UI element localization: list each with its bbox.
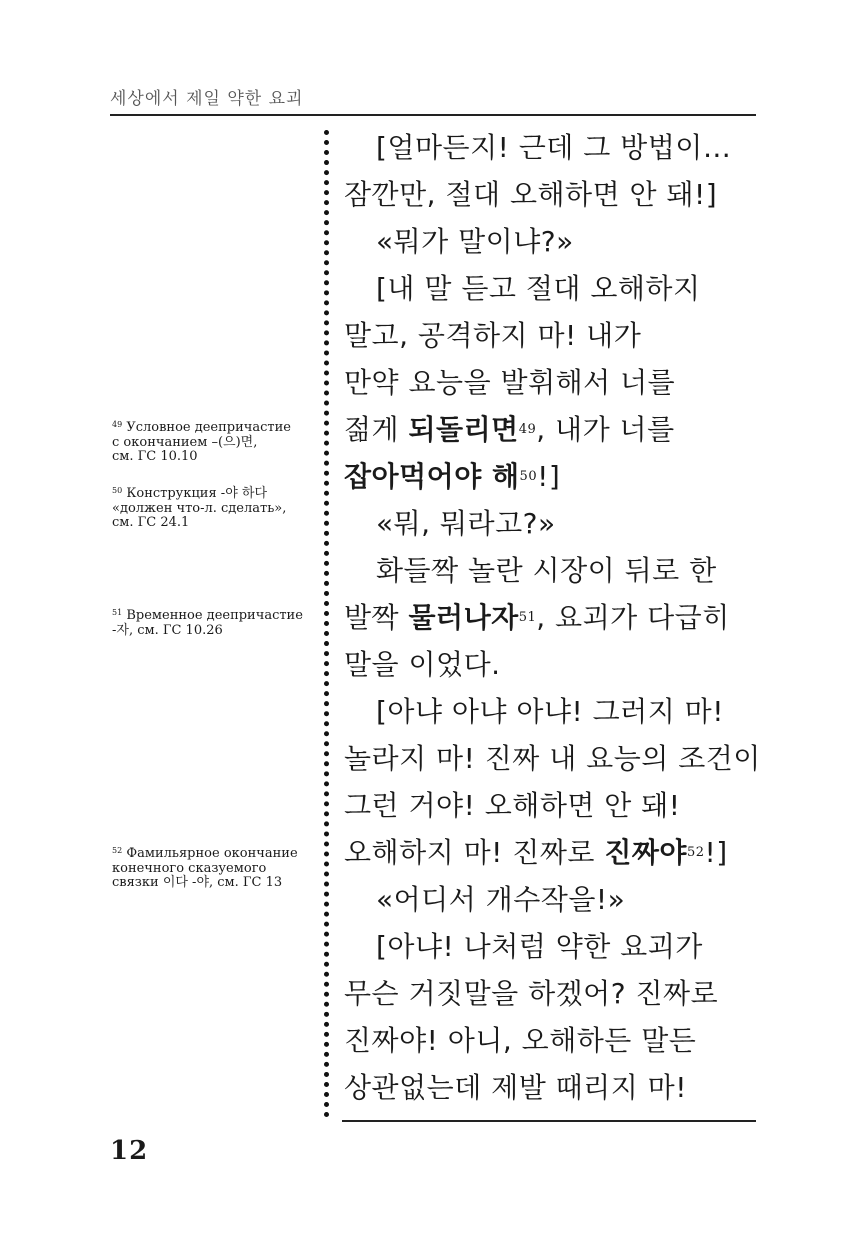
text-line [344, 500, 756, 547]
text-line [344, 735, 761, 782]
footnote-text: связки 이다 -야, см. ГС 13 [112, 875, 283, 890]
text-line [344, 171, 756, 218]
text-run: 발짝 [344, 601, 409, 634]
text-line [344, 359, 756, 406]
footnote-text: -자, см. ГС 10.26 [112, 622, 223, 638]
text-run: [얼마든지! 근데 그 방법이… [376, 131, 732, 164]
footnote-52 [112, 844, 312, 891]
text-line [344, 829, 756, 876]
footnote-line [112, 862, 312, 877]
footnote-line [112, 844, 312, 862]
text-line [344, 970, 756, 1017]
text-run: 상관없는데 제발 때리지 마! [344, 1071, 687, 1104]
footnote-49 [112, 418, 312, 465]
footnote-text: конечного сказуемого [112, 860, 267, 876]
footnote-line [112, 484, 312, 502]
footnote-line [112, 450, 312, 465]
footnote-line [112, 606, 312, 624]
text-line [344, 312, 756, 359]
text-run: 놀라지 마! 진짜 내 요능의 조건이 [344, 742, 761, 775]
footnote-number: 49 [112, 420, 123, 429]
footnote-ref: 50 [519, 469, 538, 484]
text-run: 오해하지 마! 진짜로 [344, 836, 605, 869]
text-line [344, 265, 756, 312]
footnote-51 [112, 606, 312, 638]
footnote-text: Фамильярное окончание [126, 846, 298, 861]
text-run: 젊게 [344, 413, 409, 446]
text-line [344, 594, 756, 641]
footnote-ref: 51 [518, 610, 537, 625]
footnote-text: см. ГС 10.10 [112, 449, 198, 464]
text-run: [내 말 듣고 절대 오해하지 [376, 272, 701, 305]
text-run: [아냐 아냐 아냐! 그러지 마! [376, 695, 724, 728]
text-line [344, 782, 756, 829]
footer-rule [342, 1120, 756, 1122]
footnote-text: «должен что-л. сделать», [112, 500, 287, 516]
footnote-number: 52 [112, 846, 123, 855]
footnote-text: см. ГС 24.1 [112, 515, 190, 530]
page-number: 12 [110, 1136, 149, 1166]
text-run: «어디서 개수작을!» [376, 883, 626, 916]
text-run: !] [704, 836, 728, 869]
text-line [344, 218, 756, 265]
footnote-line [112, 436, 312, 451]
text-run: 그런 거야! 오해하면 안 돼! [344, 789, 681, 822]
text-run: , 내가 너를 [536, 413, 675, 446]
text-line [344, 453, 756, 500]
text-run: [아냐! 나처럼 약한 요괴가 [376, 930, 703, 963]
text-run: 화들짝 놀란 시장이 뒤로 한 [376, 554, 717, 587]
text-line [344, 876, 756, 923]
footnote-line [112, 502, 312, 517]
text-line [344, 1017, 756, 1064]
text-run: 말을 이었다. [344, 648, 501, 681]
footnote-line [112, 516, 312, 531]
text-line [344, 124, 756, 171]
text-run: 무슨 거짓말을 하겠어? 진짜로 [344, 977, 719, 1010]
footnote-50 [112, 484, 312, 531]
dotted-divider [324, 130, 329, 1118]
text-line [344, 923, 756, 970]
text-run: 잠깐만, 절대 오해하면 안 돼!] [344, 178, 718, 211]
footnote-text: Условное деепричастие [126, 420, 291, 435]
text-run: «뭐, 뭐라고?» [376, 507, 556, 540]
footnote-line [112, 876, 312, 891]
footnote-line [112, 418, 312, 436]
footnote-number: 51 [112, 608, 123, 617]
text-run: 말고, 공격하지 마! 내가 [344, 319, 642, 352]
text-line [344, 688, 756, 735]
glossed-word: 잡아먹어야 해 [344, 460, 520, 493]
main-text [344, 124, 761, 1111]
text-run: !] [537, 460, 561, 493]
text-line [344, 406, 756, 453]
footnote-text: Конструкция -야 하다 [126, 486, 268, 501]
footnote-number: 50 [112, 486, 123, 495]
text-line [344, 641, 756, 688]
text-line [344, 1064, 756, 1111]
text-run: 만약 요능을 발휘해서 너를 [344, 366, 676, 399]
text-run: 진짜야! 아니, 오해하든 말든 [344, 1024, 697, 1057]
footnote-line [112, 624, 312, 639]
text-line [344, 547, 756, 594]
running-title: 세상에서 제일 약한 요괴 [110, 89, 304, 109]
footnote-text: Временное деепричастие [126, 608, 303, 623]
footnote-ref: 49 [518, 422, 537, 437]
text-run: , 요괴가 다급히 [536, 601, 730, 634]
footnote-ref: 52 [686, 845, 705, 860]
text-run: «뭐가 말이냐?» [376, 225, 574, 258]
footnote-text: с окончанием –(으)면, [112, 434, 258, 450]
glossed-word: 진짜야 [604, 836, 687, 869]
header-rule [110, 114, 756, 116]
glossed-word: 되돌리면 [408, 413, 519, 446]
glossed-word: 물러나자 [408, 601, 519, 634]
